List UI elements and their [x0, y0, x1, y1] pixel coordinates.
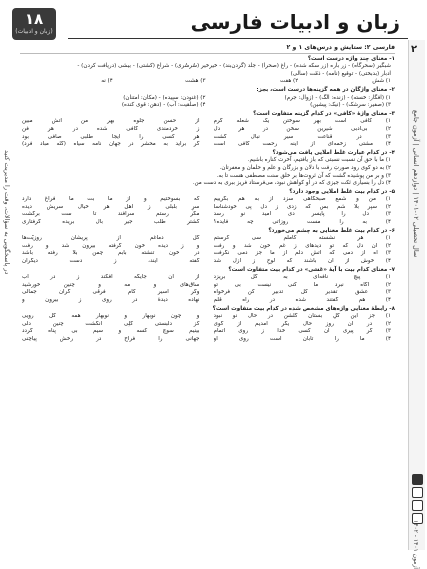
poem-line[interactable]: ۱) پیچ نافه‌ای به گل بریزد	[213, 274, 391, 281]
badge-number: ۱۸	[24, 10, 44, 28]
poem-options	[20, 118, 395, 148]
poem-line: که بسوختیم و از ما بت ما فراغ دارد	[22, 196, 200, 203]
poem-line[interactable]: ۳) در قناعت سیر نبال گشت	[213, 133, 391, 140]
poem-line: در خون تنشته بابم چمن بلا رفته باشد	[22, 250, 200, 257]
question-line: شبگیر (سحرگاه) - زر باره (زر سکه شده) - راغ (صحرا) - جلد (گردن‌بند) - خیرخیر (سُرسُری) - شراع (کشتی) - بیشی (دریافت کردن) -	[77, 63, 391, 70]
option[interactable]: ۳) و بر من پوشیده گشت که آن ثروت‌ها بر خلق سنت مصطفی هست تا به.	[216, 172, 391, 179]
poem-line[interactable]: ۴) خوش از آن باشند که لوحِ ز ازل شد	[213, 258, 391, 265]
poem-line: ز خردمندی گافی شده در هر فن	[22, 125, 200, 132]
poem-line[interactable]: ۴) به را مست روزاتی چه فایده؟	[213, 219, 391, 226]
question-stem: ۳- معنای واژهٔ «کافی» در کدام گزینه متفاوت است؟	[253, 110, 395, 117]
poem-line: نهاده دیدهٔ در روی ز بیرون و	[22, 297, 200, 303]
options-row	[20, 78, 395, 86]
side-vertical-text: سال تحصیلی ۰۲-۱۴۰۱ | دوازدهم انسانی | آزمون جامع	[412, 110, 420, 258]
option[interactable]: ۲) (غنودن: سپیده) - (مکان: امتنان)	[123, 94, 206, 101]
question-stem: ۶- در کدام بیت غلط معنایی به چشم می‌خورد؟	[268, 227, 395, 234]
poem-line[interactable]: ۲) بی‌ادبی شیرین سخن در هر دل	[213, 125, 391, 132]
side-vertical-footer: آزمون ۱۴۰۱ - ۱۴۰۲	[412, 520, 419, 569]
option[interactable]: ۲) به دو کوی رود صورتِ رفت با دلان و بزرگان و علم و حلمان و مغفرتان.	[219, 164, 391, 171]
option[interactable]: ۱) شش	[372, 78, 391, 85]
poem-line: وگر اسیر کام فرقی گران جمالی	[22, 289, 200, 296]
poem-line[interactable]: ۱) هر نشسته کاملم سی کُرستم	[213, 235, 391, 242]
question-stem: ۷- معنای کدام بیت با آیهٔ «عَسَی» در کدام بیت متفاوت است؟	[228, 266, 395, 273]
progress-box	[412, 487, 423, 498]
option[interactable]: ۴) نه	[101, 78, 113, 85]
poem-line: مگر رستم سرافند تا ست برگشت	[22, 211, 200, 218]
poem-options	[20, 196, 395, 226]
option[interactable]: ۴) دل را بسیاری ثکت جیزی که در او کواهش نبود، می‌فرستاد فریز ببری به دست من.	[192, 180, 391, 187]
page-header	[8, 8, 416, 42]
question-stem: ۴- در کدام عبارت غلط املایی یافت می‌شود؟	[272, 149, 395, 156]
poem-line[interactable]: ۱) جز این گُلِ بستان گلشن در حال نو نبود	[213, 313, 391, 320]
option[interactable]: ۳) (صفیر: سرشک) - (نیک: پیشین)	[310, 102, 391, 109]
left-side-strip	[2, 40, 14, 540]
poem-line: و چون نوبهار و نوبهار همه گل رویی	[22, 313, 200, 320]
page-title: زبان و ادبیات فارسی	[190, 10, 400, 34]
poem-line: گفته آیند، ز دست دیگران	[22, 258, 200, 265]
option[interactable]: ۳) هشت	[185, 78, 206, 85]
poem-line: کشتر طلب جیر بال بریده گرفتاری	[22, 219, 200, 226]
poem-line[interactable]: ۱) من و شمع صبحگاهی سزد از به هم بگرییم	[213, 196, 391, 203]
poem-line: بینیم سوچ کسه و سیم بی پناه گردد	[22, 328, 200, 335]
progress-box	[412, 474, 423, 485]
poem-line: جهانی را فراخ در رخش پیاچنی	[22, 335, 200, 342]
poem-options	[20, 235, 395, 265]
poem-line[interactable]: ۳) آه از دمی که آتش دلم از ما جز دمی نگرفت	[213, 250, 391, 257]
option[interactable]: ۱) ما با حق آن نسبت نسبتی که باز یافتیم، آخرت کناره باشیم.	[247, 157, 391, 164]
poem-line[interactable]: ۳) دل را پایسر دی امید نو رسد	[213, 211, 391, 218]
question-stem: ۵- در کدام بیت غلط املایی وجود دارد؟	[289, 188, 395, 195]
side-question-marker: ۲	[411, 44, 418, 55]
question-line: ادبار (بدبختی) - توقیع (نامه) - ذمّت (سالی)	[290, 70, 391, 77]
poem-line: از آن جایگه افکند ز در آب	[22, 274, 200, 281]
poem-line[interactable]: ۴) ما را تابان است روی او	[213, 335, 391, 342]
poem-line: از حسن جلوه بهر من آتش مبین	[22, 118, 200, 125]
progress-box	[412, 500, 423, 511]
poem-line[interactable]: ۲) سپر بلا شم بس که زدی ز دل پی خودشناسا	[213, 203, 391, 210]
topic-heading: فارسی ۲: ستایش و درس‌های ۱ و ۲	[20, 44, 395, 54]
poem-line: ساق‌های و مه و چنین خورشید	[22, 281, 200, 288]
option[interactable]: ۲) هفت	[280, 78, 299, 85]
question-stem: ۲- معنای واژگان در همه گزینه‌ها درست است، بجز:	[256, 86, 395, 93]
poem-options	[20, 313, 395, 343]
badge-subtitle: (زبان و ادبیات)	[15, 28, 53, 35]
poem-line: کز دلبستی گُلِی انگشت چنین دلی	[22, 320, 200, 327]
page-number-badge	[12, 8, 56, 40]
poem-line[interactable]: ۴) مشتی زخمه‌ای از آینه رحمت کافی است	[213, 141, 391, 148]
title-divider	[68, 38, 408, 39]
question-stem: ۱- معنای چند واژه درست است؟	[307, 55, 395, 62]
poem-line: سرِ بلبلی ز اهل هر خیال سریش دیده	[22, 203, 200, 210]
poem-line[interactable]: ۳) عشق تقدیر کل تدبیر کن فرخواه	[213, 289, 391, 296]
progress-boxes	[412, 474, 422, 524]
poem-line: گر برآید به محشر در جهان نامه سیاه (گُنَه مباد فرد)	[22, 141, 200, 148]
poem-line: هر کسی را ایجا طلبی صافی بود	[22, 133, 200, 140]
poem-line[interactable]: ۲) آگاه نبرد ما کنی نیست بی تو	[213, 281, 391, 288]
left-vertical-text: در پاسخگویی به سؤالات، وقت را مدیریت کنید	[3, 150, 11, 275]
poem-line[interactable]: ۲) در آن روز حال یگر آمدیم از گوی	[213, 320, 391, 327]
options-row	[20, 95, 395, 110]
poem-options	[20, 274, 395, 304]
option[interactable]: ۴) (صلقیت: آب) - (دهن: قوی کنده)	[121, 102, 206, 109]
poem-line[interactable]: ۴) هم گفتند شده در راه قلم	[213, 297, 391, 303]
poem-line: گل دماغم از پریشان روزیّت‌ها	[22, 235, 200, 242]
option[interactable]: ۱) (افگار: خسته) - (زنده: الگ) - (زوال: جرم)	[284, 94, 391, 101]
poem-line[interactable]: ۲) آن دل که تو دیدهای ز غم خون شد و رفت	[213, 242, 391, 249]
right-side-strip	[408, 40, 425, 569]
poem-line: و ز دیده خون گرفته بیرون شد و رفت	[22, 242, 200, 249]
poem-line[interactable]: ۱) کافی است بهر سوختن یک شعله گرم	[213, 118, 391, 125]
question-stem: ۸- رابطهٔ معنایی واژه‌های مشخص شده در کدام بیت متفاوت است؟	[212, 305, 395, 312]
questions-content	[20, 44, 395, 549]
poem-line[interactable]: ۳) گر پیری آن کسی خدا ز روی اتمام	[213, 328, 391, 335]
